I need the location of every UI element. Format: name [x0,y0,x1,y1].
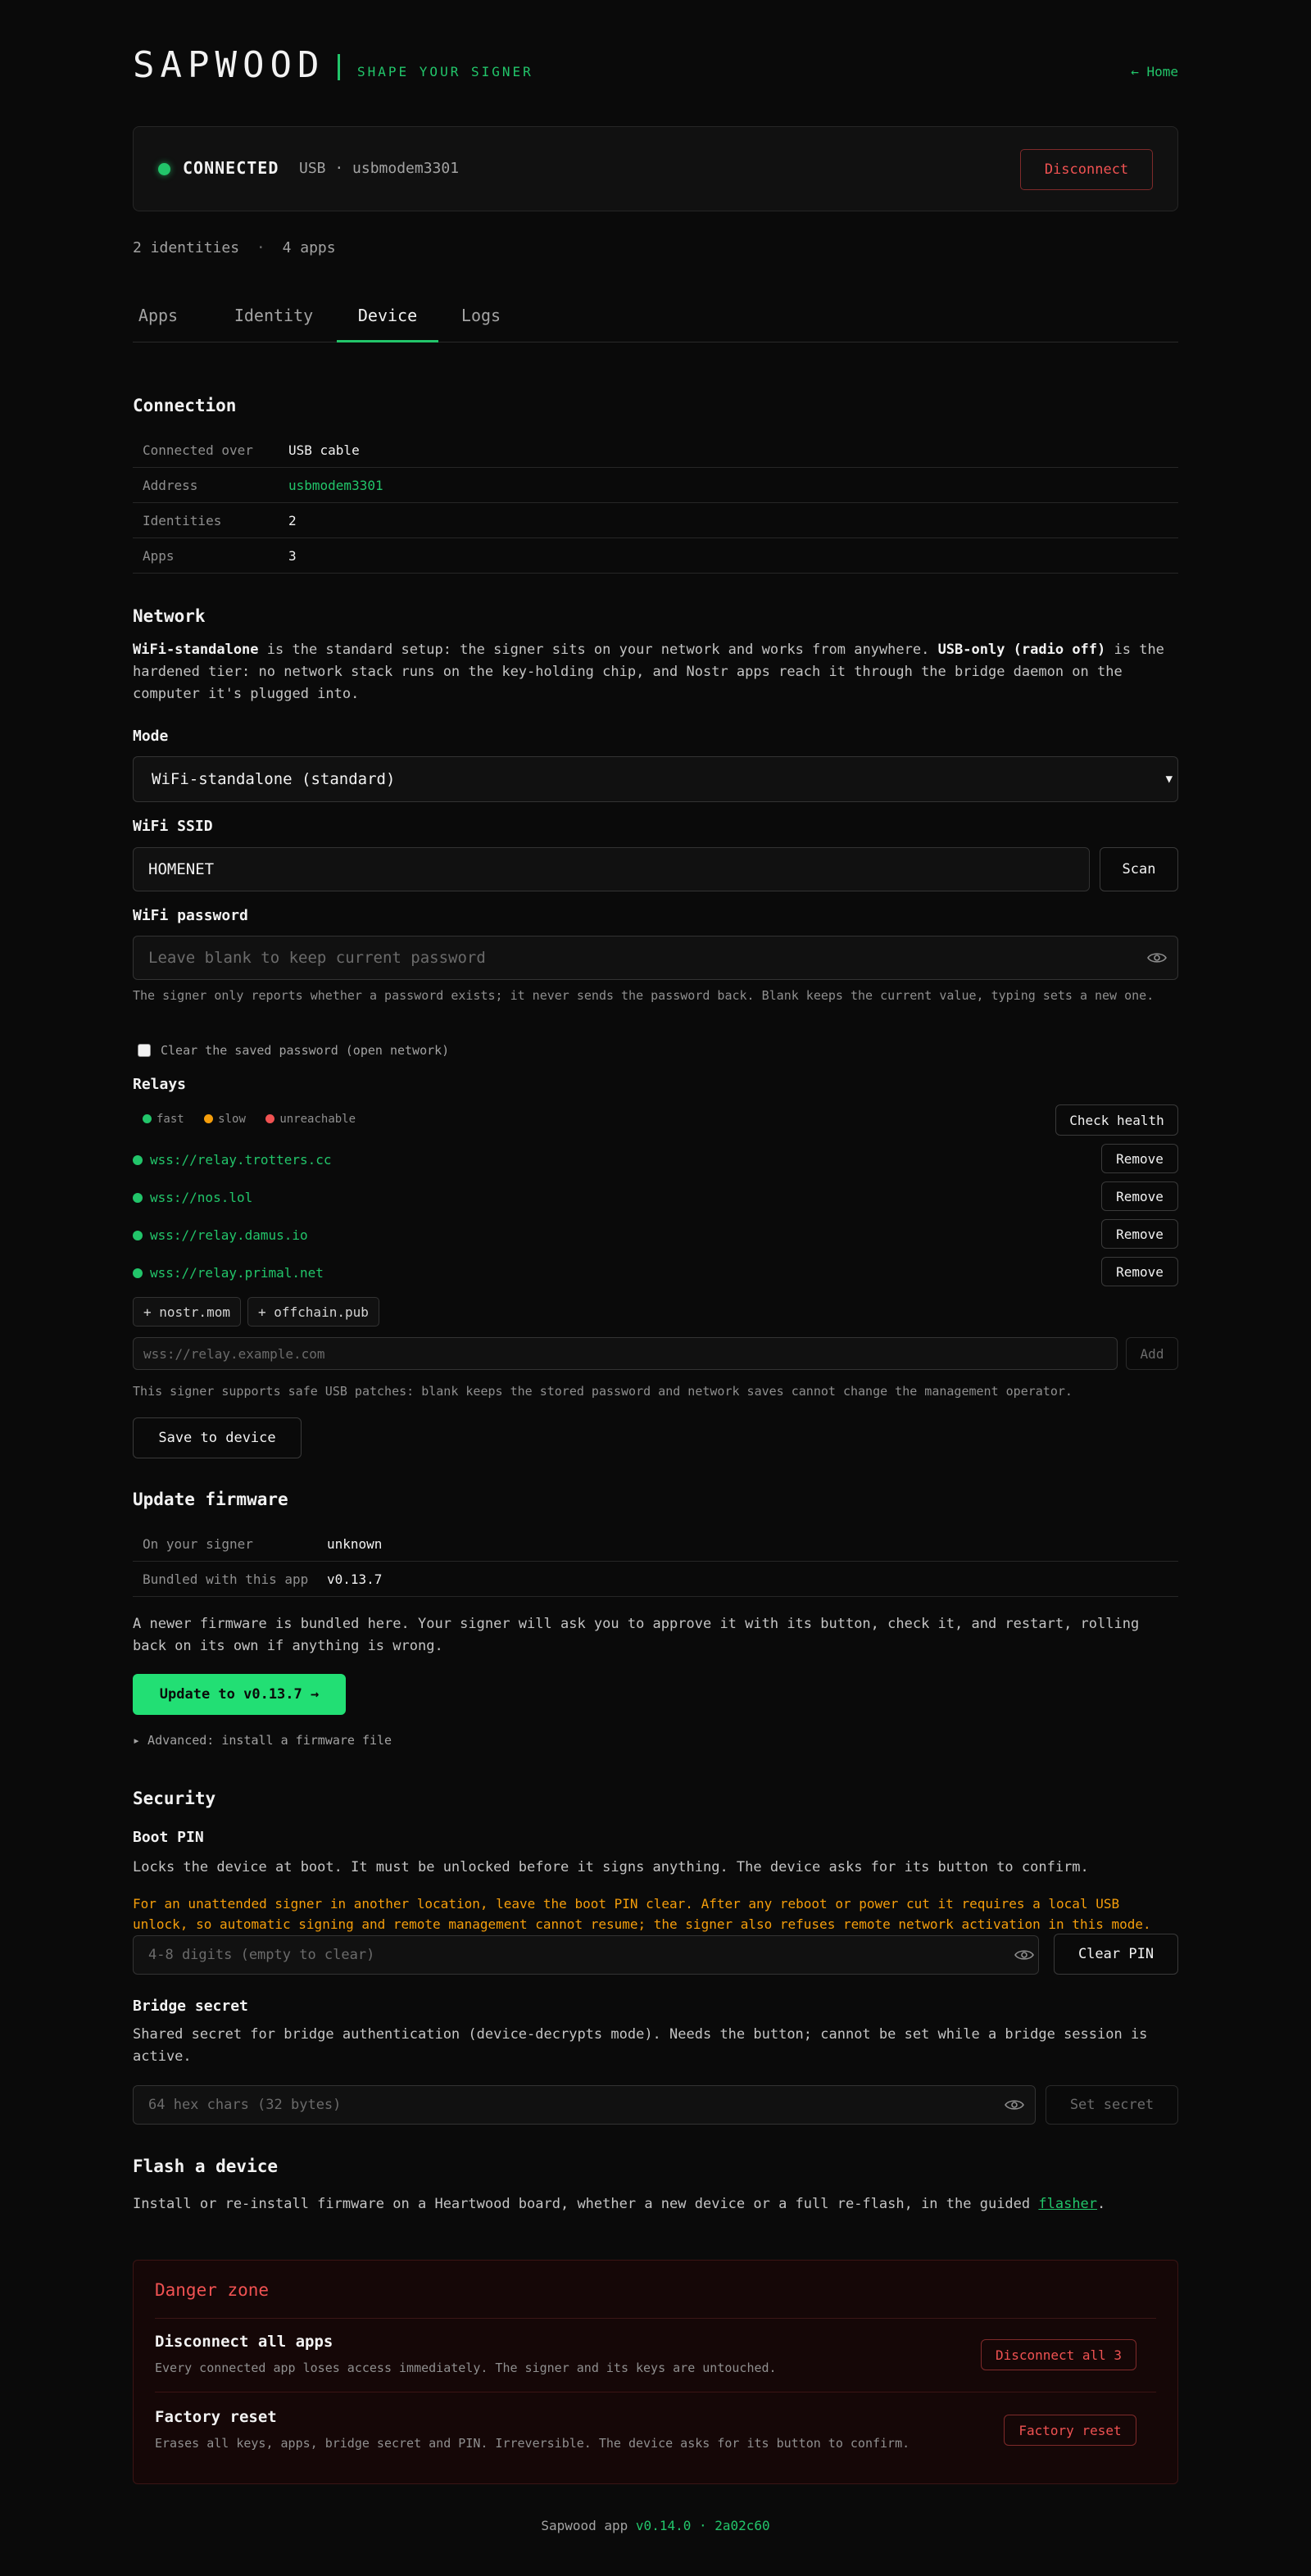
table-row [133,1562,1178,1597]
legend-slow [204,1113,246,1126]
row-key: Address [143,478,198,493]
connection-status-card [133,126,1178,211]
patch-note: This signer supports safe USB patches: blank keeps the stored password and network saves cannot change the management operator. [133,1384,1073,1399]
logo: SAPWOOD [133,44,325,86]
flash-end: . [1097,2196,1106,2212]
connection-title: Connection [133,396,237,415]
boot-pin-warning: For an unattended signer in another location, leave the boot PIN clear. After any reboot or power cut it requires a local USB unlock, so automatic signing and remote management cannot resume; the signer also refuses remote network activation in this mode. [133,1896,1151,1932]
firmware-note: A newer firmware is bundled here. Your signer will ask you to approve it with its button, check it, and restart, rolling back on its own if anything is wrong. [133,1616,1140,1654]
tab-bar [133,297,1178,342]
intro-bold-1: WiFi-standalone [133,642,259,658]
list-item [133,1219,1178,1252]
eye-icon[interactable] [1147,951,1167,964]
danger-zone [133,2260,1178,2484]
row-value: USB cable [288,442,360,458]
relay-status-dot-icon [133,1193,143,1203]
table-row [133,538,1178,574]
mode-value: WiFi-standalone (standard) [152,770,396,788]
flash-title: Flash a device [133,2156,279,2176]
clear-password-checkbox[interactable] [138,1044,151,1057]
legend-unreachable [265,1113,356,1126]
footer [133,2518,1178,2533]
tab-apps[interactable]: Apps [138,306,179,325]
intro-bold-2: USB-only (radio off) [937,642,1106,658]
list-item [133,1257,1178,1290]
ssid-label: WiFi SSID [133,818,213,835]
disconnect-all-title: Disconnect all apps [155,2333,333,2351]
apps-count: 4 apps [282,239,336,256]
relay-url: wss://relay.damus.io [150,1227,308,1243]
tab-device[interactable]: Device [337,297,438,342]
save-to-device-button[interactable]: Save to device [133,1417,302,1458]
bridge-secret-input[interactable] [133,2085,1036,2125]
divider [155,2318,1156,2319]
network-title: Network [133,606,206,626]
bridge-secret-desc: Shared secret for bridge authentication (device-decrypts mode). Needs the button; cannot be set while a bridge session is active. [133,2026,1148,2065]
legend-label: unreachable [279,1113,356,1126]
disconnect-button[interactable]: Disconnect [1020,149,1153,190]
table-row [133,503,1178,538]
relays-label: Relays [133,1076,187,1093]
ssid-input[interactable] [133,847,1090,891]
table-row [133,433,1178,468]
row-key: Bundled with this app [143,1571,309,1587]
check-health-button[interactable]: Check health [1055,1104,1178,1136]
relay-url-input[interactable] [133,1337,1118,1370]
legend-dot-icon [143,1114,152,1123]
set-secret-button[interactable]: Set secret [1046,2085,1178,2125]
footer-app: Sapwood app [541,2518,628,2533]
home-link[interactable]: ← Home [1131,64,1178,79]
boot-pin-title: Boot PIN [133,1829,204,1846]
update-firmware-button[interactable]: Update to v0.13.7 → [133,1674,346,1715]
password-label: WiFi password [133,907,248,924]
mode-label: Mode [133,728,169,745]
tagline: SHAPE YOUR SIGNER [357,64,533,79]
status-dot-icon [158,163,170,175]
factory-reset-title: Factory reset [155,2408,277,2426]
remove-relay-button[interactable]: Remove [1101,1144,1178,1173]
legend-dot-icon [204,1114,213,1123]
add-relay-button[interactable]: Add [1126,1337,1178,1370]
connection-table [133,433,1178,574]
eye-icon[interactable] [1014,1948,1034,1961]
advanced-firmware-toggle[interactable]: ▸ Advanced: install a firmware file [133,1733,392,1748]
remove-relay-button[interactable]: Remove [1101,1219,1178,1249]
security-title: Security [133,1789,216,1808]
identities-count: 2 identities [133,239,240,256]
legend-dot-icon [265,1114,274,1123]
relay-status-dot-icon [133,1268,143,1278]
logo-divider [338,54,340,80]
flash-desc: Install or re-install firmware on a Heartwood board, whether a new device or a full re-flash, in the guided [133,2196,1039,2212]
eye-icon[interactable] [1005,2098,1024,2111]
remove-relay-button[interactable]: Remove [1101,1181,1178,1211]
suggest-relay-button[interactable]: + nostr.mom [133,1297,241,1327]
address-link[interactable]: usbmodem3301 [288,478,383,493]
boot-pin-desc: Locks the device at boot. It must be unlocked before it signs anything. The device asks for its button to confirm. [133,1859,1089,1875]
relay-url: wss://nos.lol [150,1190,253,1205]
remove-relay-button[interactable]: Remove [1101,1257,1178,1286]
disconnect-all-button[interactable]: Disconnect all 3 [981,2339,1136,2370]
row-key: On your signer [143,1536,253,1552]
factory-reset-button[interactable]: Factory reset [1004,2415,1136,2446]
intro-text-2: is the hardened tier: no network stack runs on the key-holding chip, and Nostr apps reach it through the bridge daemon on the computer it's plugged into. [133,642,1164,702]
flash-text [133,2193,1178,2215]
footer-version: v0.14.0 · 2a02c60 [635,2518,770,2533]
summary [133,239,336,256]
chevron-down-icon: ▼ [1165,773,1173,786]
row-value: 2 [288,513,297,528]
row-value: 3 [288,548,297,564]
pin-input[interactable] [133,1935,1039,1975]
status-transport: USB · usbmodem3301 [299,160,460,177]
legend-label: fast [157,1113,184,1126]
tab-logs[interactable]: Logs [460,306,501,325]
intro-text-1: is the standard setup: the signer sits on your network and works from anywhere. [258,642,938,658]
disconnect-all-desc: Every connected app loses access immediately. The signer and its keys are untouched. [155,2361,777,2375]
legend-label: slow [218,1113,246,1126]
password-input[interactable] [133,936,1178,980]
flasher-link[interactable]: flasher [1038,2196,1098,2212]
danger-zone-title: Danger zone [155,2280,270,2300]
mode-select[interactable] [133,756,1178,802]
relay-url: wss://relay.trotters.cc [150,1152,332,1168]
row-value: v0.13.7 [327,1571,383,1587]
scan-button[interactable]: Scan [1100,847,1178,891]
relay-status-dot-icon [133,1231,143,1240]
relay-health-legend [143,1113,369,1126]
legend-fast [143,1113,184,1126]
firmware-table [133,1526,1178,1597]
suggest-relay-button[interactable]: + offchain.pub [247,1297,379,1327]
row-key: Apps [143,548,175,564]
row-key: Connected over [143,442,253,458]
list-item [133,1181,1178,1214]
relay-status-dot-icon [133,1155,143,1165]
table-row [133,468,1178,503]
header [133,43,1178,88]
row-key: Identities [143,513,222,528]
bridge-secret-title: Bridge secret [133,1998,248,2015]
relay-url: wss://relay.primal.net [150,1265,324,1281]
clear-password-label: Clear the saved password (open network) [161,1043,450,1058]
factory-reset-desc: Erases all keys, apps, bridge secret and PIN. Irreversible. The device asks for its button to confirm. [155,2436,910,2451]
password-hint: The signer only reports whether a password exists; it never sends the password back. Blank keeps the current value, typing sets a new one. [133,988,1154,1003]
summary-separator: · [256,239,265,256]
list-item [133,1144,1178,1177]
row-value: unknown [327,1536,383,1552]
network-intro [133,639,1178,705]
firmware-title: Update firmware [133,1490,288,1509]
status-label: CONNECTED [183,158,279,178]
tab-identity[interactable]: Identity [234,306,314,325]
clear-pin-button[interactable]: Clear PIN [1054,1934,1178,1975]
table-row [133,1526,1178,1562]
